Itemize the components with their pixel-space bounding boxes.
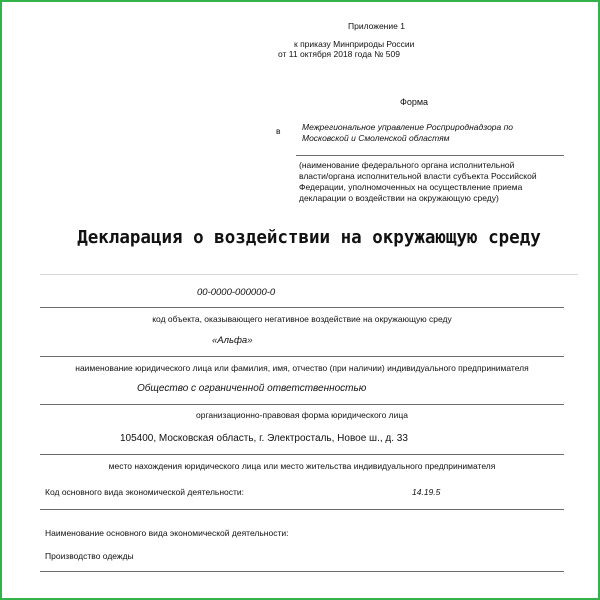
activity-code-underline bbox=[40, 509, 564, 510]
entity-name-value: «Альфа» bbox=[212, 335, 253, 346]
address-caption: место нахождения юридического лица или место жительства индивидуального предпринимателя bbox=[108, 461, 496, 471]
address-value: 105400, Московская область, г. Электросталь, Новое ш., д. 33 bbox=[120, 433, 408, 444]
legal-form-value: Общество с ограниченной ответственностью bbox=[137, 383, 367, 394]
object-code-caption: код объекта, оказывающего негативное воздействие на окружающую среду bbox=[152, 314, 452, 324]
legal-form-underline bbox=[40, 404, 564, 405]
order-reference-line2: от 11 октября 2018 года № 509 bbox=[278, 49, 400, 59]
activity-name-underline bbox=[40, 571, 564, 572]
appendix-label: Приложение 1 bbox=[348, 21, 405, 31]
authority-underline bbox=[296, 155, 564, 156]
address-underline bbox=[40, 454, 564, 455]
authority-caption-line3: Федерации, уполномоченных на осуществление приема bbox=[299, 182, 523, 192]
object-code-value: 00-0000-000000-0 bbox=[197, 287, 276, 298]
activity-code-label: Код основного вида экономической деятельности: bbox=[45, 487, 245, 497]
activity-code-value: 14.19.5 bbox=[412, 487, 441, 497]
authority-name-line2: Московской и Смоленской областям bbox=[302, 133, 450, 143]
activity-name-value: Производство одежды bbox=[45, 551, 134, 561]
order-reference-line1: к приказу Минприроды России bbox=[294, 39, 415, 49]
authority-caption-line4: декларации о воздействии на окружающую среду) bbox=[299, 193, 499, 203]
title-divider bbox=[40, 274, 578, 275]
recipient-prefix: в bbox=[276, 126, 281, 136]
authority-caption-line1: (наименование федерального органа исполнительной bbox=[299, 160, 515, 170]
activity-name-label: Наименование основного вида экономической деятельности: bbox=[45, 528, 289, 538]
entity-name-underline bbox=[40, 356, 564, 357]
entity-name-caption: наименование юридического лица или фамилия, имя, отчество (при наличии) индивидуального предпринимателя bbox=[75, 363, 529, 373]
object-code-underline bbox=[40, 307, 564, 308]
authority-name-line1: Межрегиональное управление Росприроднадзора по bbox=[302, 122, 514, 132]
legal-form-caption: организационно-правовая форма юридического лица bbox=[196, 410, 408, 420]
form-label: Форма bbox=[400, 97, 429, 107]
document-title: Декларация о воздействии на окружающую среду bbox=[77, 228, 541, 248]
authority-caption-line2: власти/органа исполнительной власти субъекта Российской bbox=[299, 171, 537, 181]
